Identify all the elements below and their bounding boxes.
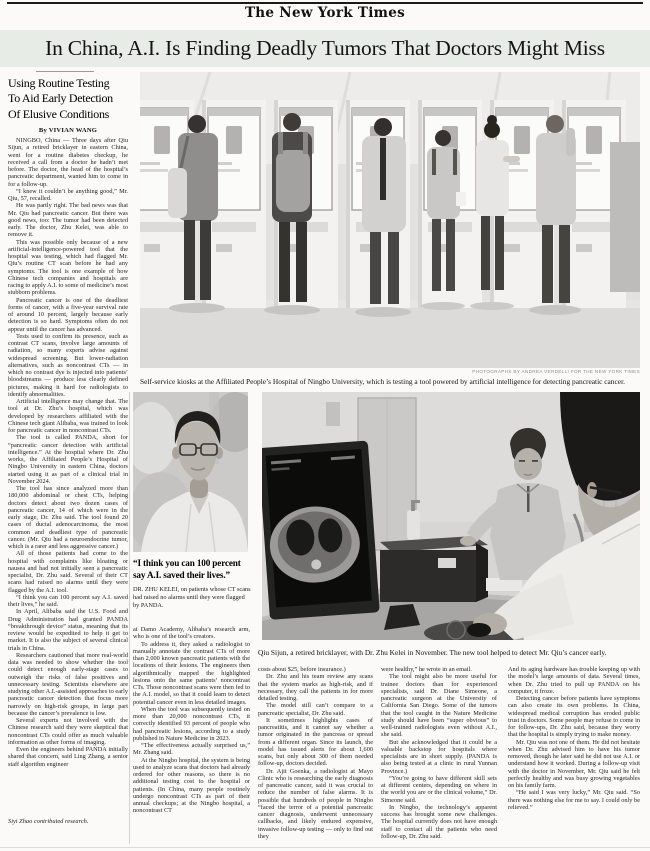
doctor-portrait-illustration: [133, 392, 248, 552]
paragraph: Researchers cautioned that more real-world data was needed to show whether the tool could detect enough early-stage cases to outweigh the risks of false positives and unnecessary testing. Scientists elsewhere are studying other A.I.-assisted approaches to early pancreatic cancer detection that focus more narrowly on high-risk groups, in large part because the cancer’s prevalence is low.: [8, 651, 128, 717]
pull-quote-line: say A.I. saved their lives.”: [133, 569, 230, 580]
dek-line: Of Elusive Conditions: [8, 106, 110, 121]
paragraph: Tests used to confirm its presence, such as contrast CT scans, involve large amounts of radiation, so many experts advise against widespread screening. But lower-radiation alternatives, such as noncontrast CTs — in which no contrast dye is injected into patients’ bloodstreams — produce less clearly defined pictures, making it hard for radiologists to identify abnormalities.: [8, 332, 128, 398]
kiosks-caption: Self-service kiosks at the Affiliated People’s Hospital of Ningbo University, which is testing a tool powered by artificial intelligence for detecting pancreatic cancer.: [140, 377, 625, 386]
paragraph: NINGBO, China — Three days after Qiu Sijun, a retired bricklayer in eastern China, went for a routine diabetes checkup, he received a call from a doctor he hadn’t met before. The doctor, the head of the hospital’s pancreatic department, wanted him to come in for a follow-up.: [8, 137, 128, 188]
paragraph: This was possible only because of a new artificial-intelligence-powered tool that the hospital was testing, which had flagged Mr. Qiu’s routine CT scan before he had any symptoms. The tool is one example of how Chinese tech companies and hospitals are racing to apply A.I. to some of medicine’s most stubborn problems.: [8, 238, 128, 297]
paragraph: To address it, they asked a radiologist to manually annotate the contrast CTs of more than 2,000 known pancreatic patients with the locations of their lesions. The engineers then algorithmically mapped the highlighted lesions onto the same patients’ noncontrast CTs. Those noncontrast scans were then fed to the A.I. model, so that it could learn to detect potential cancer even in less detailed images.: [133, 640, 250, 706]
photo-credit: PHOTOGRAPHS BY ANDREA VERDELLI FOR THE NEW YORK TIMES: [472, 369, 640, 374]
exam-room-illustration: [262, 392, 640, 640]
paragraph: All of those patients had come to the hospital with complaints like bloating or nausea and had not initially seen a pancreatic specialist, Dr. Zhu said. Several of their CT scans had raised no alarms until they were flagged by the A.I. tool.: [8, 550, 128, 594]
dek: [8, 76, 138, 122]
paragraph: It sometimes highlights cases of pancreatitis, and it cannot say whether a tumor originated in the pancreas or spread from a different organ. Since its launch, the model has issued alerts for about 1,600 scans, but only about 300 of them needed follow-up, doctors decided.: [258, 716, 373, 768]
column-rule: [129, 392, 130, 844]
dek-rule: [36, 71, 94, 72]
paragraph: at Damo Academy, Alibaba’s research arm, who is one of the tool’s creators.: [133, 626, 250, 641]
paragraph: At the Ningbo hospital, the system is being used to analyze scans that doctors had already ordered for other reasons, so there is no additional testing cost to the hospital or patients. (In China, many people routinely undergo noncontrast CTs as part of their annual checkups; at the Ningbo hospital, a noncontrast CT: [133, 756, 250, 815]
paragraph: costs about $25, before insurance.): [258, 666, 346, 673]
paragraph: Even the engineers behind PANDA initially shared that concern, said Ling Zhang, a senior staff algorithm engineer: [8, 746, 128, 768]
body-column-2: [133, 626, 250, 848]
paragraph: “He said I was very lucky,” Mr. Qiu said. “So there was nothing else for me to say. I could only be relieved.”: [508, 789, 640, 811]
exam-room-caption: Qiu Sijun, a retired bricklayer, with Dr. Zhu Kelei in November. The new tool helped to detect Mr. Qiu’s cancer early.: [258, 648, 607, 657]
photo-exam-room: [262, 392, 640, 640]
pull-quote: [133, 558, 251, 610]
paragraph: And its aging hardware has trouble keeping up with the model’s large amounts of data. Several times, when Dr. Zhu tried to pull up PANDA on his computer, it froze.: [508, 666, 640, 695]
paragraph: The tool might also be more useful for trainee doctors than for experienced specialists, said Dr. Diane Simeone, a pancreatic surgeon at the University of California San Diego. Some of the tumors that the tool caught in the Nature Medicine study should have been “super obvious” to well-trained radiologists even without A.I., she said.: [381, 673, 497, 739]
paragraph: “I knew it couldn’t be anything good,” Mr. Qiu, 57, recalled.: [8, 187, 128, 202]
headline-band: [0, 30, 650, 67]
dek-line: Using Routine Testing: [8, 76, 110, 90]
paragraph: Pancreatic cancer is one of the deadliest forms of cancer, with a five-year survival rate of around 10 percent, largely because early detection is so hard. Symptoms often do not appear until the cancer has advanced.: [8, 296, 128, 333]
paragraph: The model still can’t compare to a pancreatic specialist, Dr. Zhu said.: [258, 702, 373, 717]
pull-quote-attribution: DR. ZHU KELEI, on patients whose CT scans had raised no alarms until they were flagged by PANDA.: [133, 586, 251, 609]
paragraph: were healthy,” he wrote in an email.: [381, 666, 472, 673]
headline: In China, A.I. Is Finding Deadly Tumors That Doctors Might Miss: [45, 35, 605, 60]
pull-quote-line: “I think you can 100 percent: [133, 558, 241, 568]
top-rule: [7, 2, 643, 4]
paragraph: “The effectiveness actually surprised us,” Mr. Zhang said.: [133, 742, 250, 757]
photo-doctor-portrait: [133, 392, 248, 552]
body-column-4: [381, 666, 497, 848]
paragraph: When the tool was subsequently tested on more than 20,000 noncontrast CTs, it correctly identified 93 percent of people who had pancreatic lesions, according to a study published in Nature Medicine in 2023.: [133, 705, 250, 742]
paragraph: Several experts not involved with the Chinese research said they were skeptical that noncontrast CTs could offer as much valuable information as other forms of imaging.: [8, 717, 128, 746]
photo-kiosks: [140, 72, 640, 368]
paragraph: Dr. Ajit Goenka, a radiologist at Mayo Clinic who is researching the early diagnosis of pancreatic cancer, said it was crucial to reduce the number of false alarms. It is possible that hundreds of people in Ningbo “faced the terror of a potential pancreatic cancer diagnosis, underwent unnecessary callbacks, and likely endured expensive, invasive follow-up testing — only to find out they: [258, 767, 373, 840]
contributor-note: Siyi Zhao contributed research.: [8, 818, 89, 825]
paragraph: He was partly right. The bad news was that Mr. Qiu had pancreatic cancer. But there was good news, too: The tumor had been detected early. The doctor, Zhu Kelei, was able to remove it.: [8, 202, 128, 239]
paragraph: “You’re going to have different skill sets at different centers, depending on where in the world you are or the clinical volume,” Dr. Simeone said.: [381, 774, 497, 804]
masthead-title: The New York Times: [244, 5, 406, 21]
paragraph: In April, Alibaba said the U.S. Food and Drug Administration had granted PANDA “breakthrough device” status, meaning that its review would be expedited to help it get to market. It is also the subject of several clinical trials in China.: [8, 608, 128, 652]
paragraph: Dr. Zhu and his team review any scans that the system marks as high-risk, and if necessary, they call the patients in for more detailed testing.: [258, 673, 373, 702]
body-column-3: [258, 666, 373, 848]
paragraph: But she acknowledged that it could be a valuable backstop for hospitals where specialists are in short supply. (PANDA is also being tested at a clinic in rural Yunnan Province.): [381, 738, 497, 775]
paragraph: In Ningbo, the technology’s apparent success has brought some new challenges. The hospital currently does not have enough staff to contact all the patients who need follow-up, Dr. Zhu said.: [381, 803, 497, 840]
bottom-rule: [0, 847, 650, 848]
paragraph: Artificial intelligence may change that. The tool at Dr. Zhu’s hospital, which was developed by researchers affiliated with the Chinese tech giant Alibaba, was trained to look for pancreatic cancer in noncontrast CTs.: [8, 398, 128, 434]
paragraph: Detecting cancer before patients have symptoms can also create its own problems. In China, widespread medical corruption has eroded public trust in doctors. Some people may refuse to come in for follow-ups, Dr. Zhu said, because they worry that the hospital is simply trying to make money.: [508, 695, 640, 739]
body-column-5: [508, 666, 640, 848]
kiosks-illustration: [140, 72, 640, 368]
body-column-1: [8, 137, 128, 805]
paragraph: “I think you can 100 percent say A.I. saved their lives,” he said.: [8, 593, 128, 608]
paragraph: Mr. Qiu was not one of them. He did not hesitate when Dr. Zhu advised him to have his tumor removed, though he later said he did not use A.I. or understand how it worked. During a follow-up visit with the doctor in November, Mr. Qiu said he felt perfectly healthy and was busy growing vegetables on his family farm.: [508, 738, 640, 789]
paragraph: The tool has since analyzed more than 180,000 abdominal or chest CTs, helping doctors detect about two dozen cases of pancreatic cancer, 14 of which were in the early stage, Dr. Zhu said. The tool found 20 cases of ductal adenocarcinoma, the most common and deadliest type of pancreatic cancer. (Mr. Qiu had a neuroendocrine tumor, which is a rarer and less aggressive cancer.): [8, 485, 128, 550]
dek-line: To Aid Early Detection: [8, 91, 113, 106]
paragraph: The tool is called PANDA, short for “pancreatic cancer detection with artificial intelligence.” At the hospital where Dr. Zhu works, the Affiliated People’s Hospital of Ningbo University in eastern China, doctors started using it as part of a clinical trial in November 2024.: [8, 434, 128, 485]
byline: By VIVIAN WANG: [38, 127, 98, 134]
